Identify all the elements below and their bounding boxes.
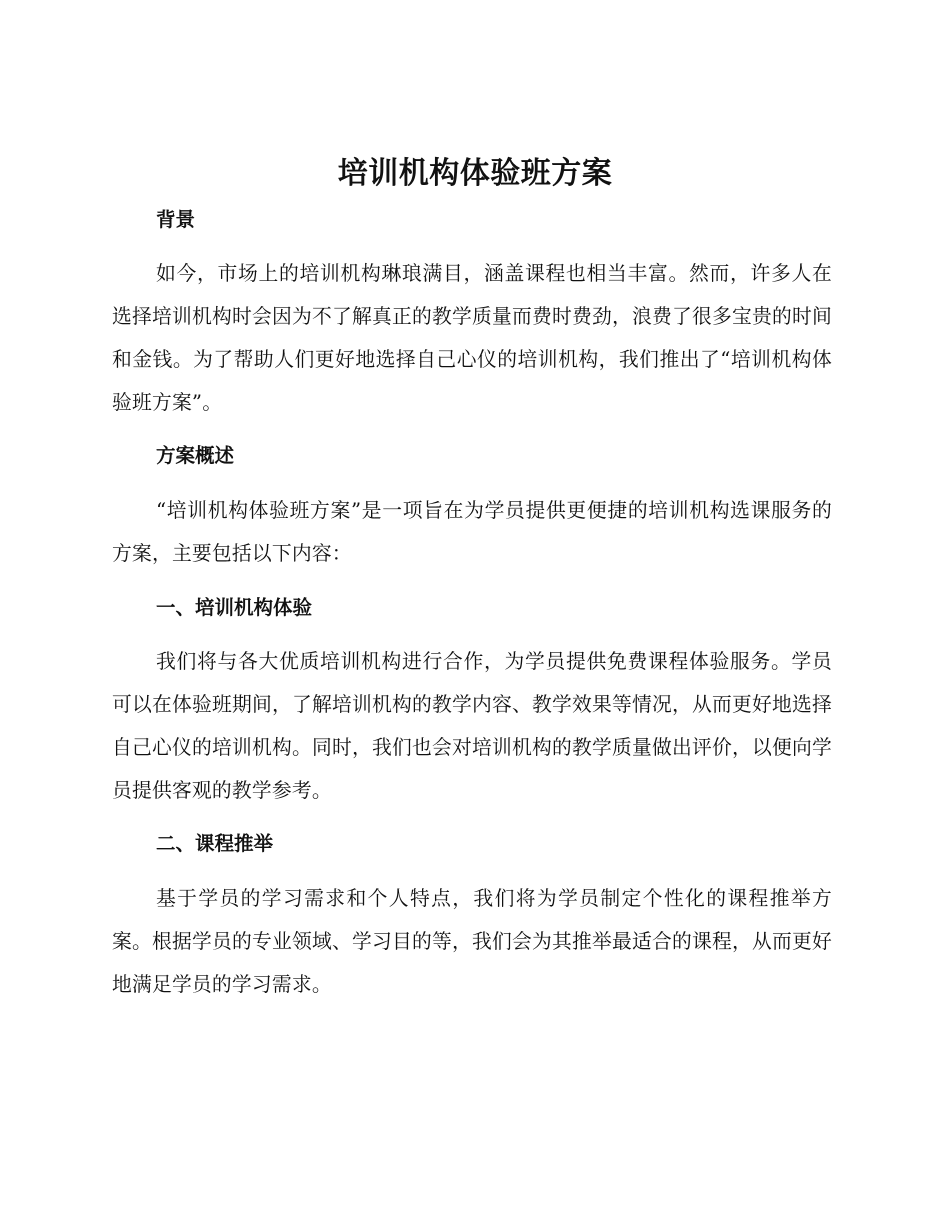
section-heading-experience: 一、培训机构体验: [156, 596, 313, 619]
section-paragraph-experience: 我们将与各大优质培训机构进行合作，为学员提供免费课程体验服务。学员可以在体验班期间，了解培训机构的教学内容、教学效果等情况，从而更好地选择自己心仪的培训机构。同时，我们也会对培训机构的教学质量做出评价，以便向学员提供客观的教学参考。: [112, 650, 832, 802]
section-heading-recommendation: 二、课程推举: [156, 832, 274, 855]
section-paragraph-overview: “培训机构体验班方案”是一项旨在为学员提供更便捷的培训机构选课服务的方案，主要包括以下内容：: [112, 499, 832, 565]
section-paragraph-background: 如今，市场上的培训机构琳琅满目，涵盖课程也相当丰富。然而，许多人在选择培训机构时会因为不了解真正的教学质量而费时费劲，浪费了很多宝贵的时间和金钱。为了帮助人们更好地选择自己心仪的培训机构，我们推出了“培训机构体验班方案”。: [112, 262, 832, 414]
section-heading-overview: 方案概述: [156, 444, 235, 467]
document-title: 培训机构体验班方案: [337, 156, 613, 191]
section-heading-background: 背景: [156, 208, 196, 231]
section-paragraph-recommendation: 基于学员的学习需求和个人特点，我们将为学员制定个性化的课程推举方案。根据学员的专业领域、学习目的等，我们会为其推举最适合的课程，从而更好地满足学员的学习需求。: [112, 887, 832, 996]
